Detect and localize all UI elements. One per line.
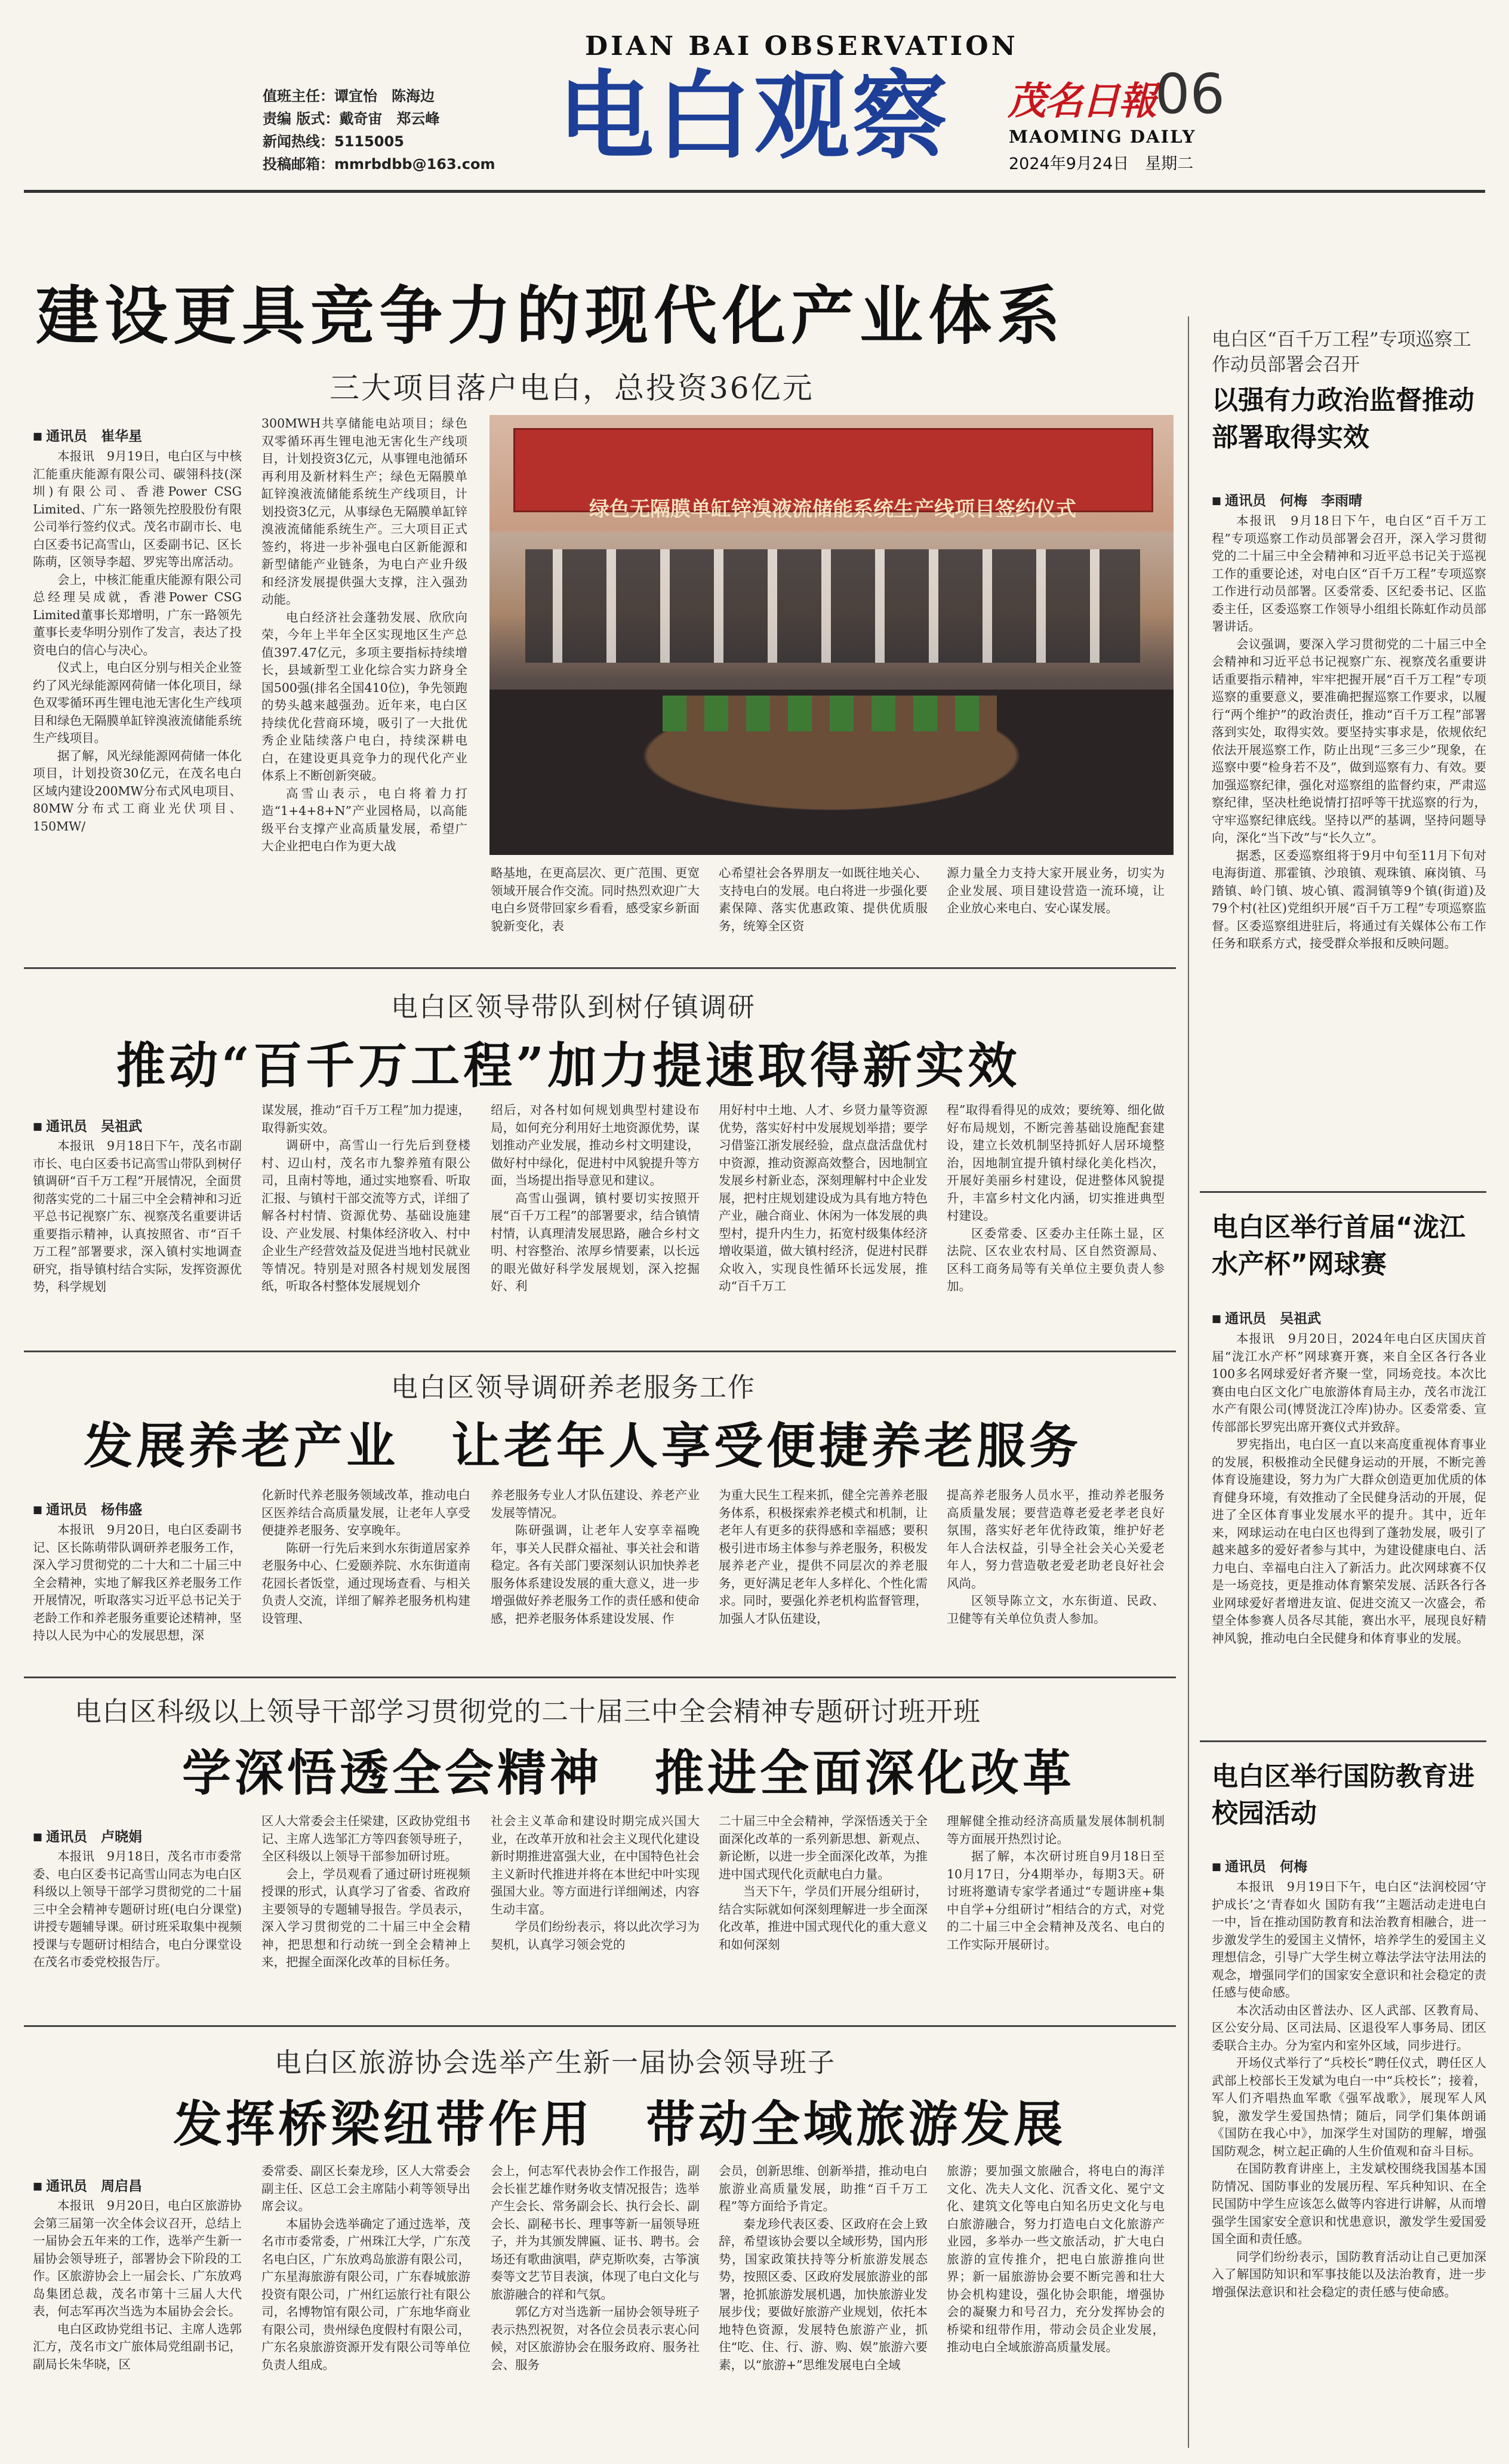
story2-col-3 — [491, 1102, 700, 1340]
story5-kicker: 电白区旅游协会选举产生新一届协会领导班子 — [275, 2047, 836, 2078]
paragraph: 略基地，在更高层次、更广范围、更宽领域开展合作交流。同时热烈欢迎广大电白乡贤带回家乡看看，感受家乡新面貌新变化，表 — [491, 866, 700, 933]
section-divider — [24, 1351, 1176, 1352]
story4-kicker: 电白区科级以上领导干部学习贯彻党的二十届三中全会精神专题研讨班开班 — [75, 1696, 981, 1727]
banner-text: 绿色无隔膜单缸锌溴液流储能系统生产线项目签约仪式 — [589, 497, 1076, 521]
side2-byline: ■ 通讯员 吴祖武 — [1212, 1308, 1321, 1327]
paragraph: 本届协会选举确定了通过选举，茂名市市委常委，广州珠江大学，广东茂名电白区，广东放鸡岛旅游有限公司，广东星海旅游有限公司，广东春城旅游投资有限公司，广州红运旅行社有限公司，名博物馆有限公司，广东地华商业有限公司，贵州绿色度假村有限公司，广东名泉旅游资源开发有限公司等单位负责人组成。 — [261, 2216, 470, 2372]
story4-col-5 — [947, 1813, 1165, 1998]
story4-headline: 学深悟透全会精神 推进全面深化改革 — [182, 1745, 1076, 1802]
story3-headline: 发展养老产业 让老年人享受便捷养老服务 — [84, 1417, 1082, 1475]
paragraph: 会上，中核汇能重庆能源有限公司总经理吴成就，香港Power CSG Limited董事长郑增明，广东一路领先董事长麦华明分别作了发言，表达了投资电白的信心与决心。 — [33, 572, 242, 657]
paragraph: 在国防教育讲座上，主发斌校围绕我国基本国防情况、国防事业的发展历程、军兵种知识、在全民国防中学生应该怎么做等内容进行讲解，从而增强学生国家安全意识和忧患意识，激发学生爱国爱国全面和责任感。 — [1212, 2161, 1486, 2246]
story4-col-2 — [261, 1813, 470, 1998]
paragraph: 本报讯 9月18日下午，茂名市副市长、电白区委书记高雪山带队到树仔镇调研“百千万工程”开展情况，全面贯彻落实党的二十届三中全会精神和习近平总书记视察广东、视察茂名重要讲话重要指示精神，认真按照省、市“百千万工程”部署要求，深入镇村实地调查研究，指导镇村结合实际，发挥资源优势，科学规划 — [33, 1139, 242, 1294]
side3-body — [1212, 1878, 1486, 2448]
paragraph: 本报讯 9月19日下午，电白区“法润校园‘守护成长’之‘青春如火 国防有我’”主题活动走进电白一中，旨在推动国防教育和法治教育相融合，进一步激发学生的爱国主义情怀，培养学生的爱国主义理想信念，引导广大学生树立尊法学法守法用法的观念，增强同学们的国家安全意识和社会稳定的责任感与使命感。 — [1212, 1879, 1486, 1999]
sidebar-divider — [1188, 316, 1189, 2448]
paragraph: 区委常委、区委办主任陈土显，区法院、区农业农村局、区自然资源局、区科工商务局等有关单位主要负责人参加。 — [947, 1226, 1165, 1293]
story4-col-1 — [33, 1848, 242, 1997]
paragraph: 会员，创新思维、创新举措，推动电白旅游业高质量发展，助推“百千万工程”等方面给予肯定。 — [719, 2164, 928, 2213]
paragraph: 委常委、副区长秦龙珍，区人大常委会副主任、区总工会主席陆小莉等领导出席会议。 — [261, 2164, 470, 2213]
paragraph: 开场仪式举行了“兵校长”聘任仪式，聘任区人武部上校部长王发斌为电白一中“兵校长”；接着，军人们齐唱热血军歌《强军战歌》，展现军人风貌，激发学生爱国热情；随后，同学们集体朗诵《国防在我心中》，加深学生对国防的理解，增强国防观念，树立起正确的人生价值观和奋斗目标。 — [1212, 2056, 1486, 2158]
lead-col-2 — [261, 415, 467, 1075]
paragraph: 养老服务专业人才队伍建设、养老产业发展等情况。 — [491, 1488, 700, 1520]
story2-byline: ■ 通讯员 吴祖武 — [33, 1115, 142, 1135]
paragraph: 高雪山表示，电白将着力打造“1+4+8+N”产业园格局，以高能级平台支撑产业高质量发展，希望广大企业把电白作为更大战 — [261, 786, 467, 853]
section-english-title: DIAN BAI OBSERVATION — [585, 31, 1018, 61]
credit-line: 新闻热线：5115005 — [263, 133, 404, 150]
sidebar-section-rule — [1200, 1191, 1486, 1193]
paragraph: 据了解，风光绿能源网荷储一体化项目，计划投资30亿元，在茂名电白区域内建设200MW分布式风电项目、80MW分布式工商业光伏项目、150MW/ — [33, 748, 242, 833]
paragraph: 社会主义革命和建设时期完成兴国大业，在改革开放和社会主义现代化建设新时期推进富强大业，在中国特色社会主义新时代推进并将在本世纪中叶实现强国大业。等方面进行详细阐述，内容生动丰富。 — [491, 1814, 700, 1917]
paragraph: 心希望社会各界朋友一如既往地关心、支持电白的发展。电白将进一步强化要素保障、落实优惠政策、提供优质服务，统筹全区资 — [719, 866, 928, 933]
masthead-credits — [263, 85, 525, 176]
credit-line: 投稿邮箱：mmrbdbb@163.com — [263, 156, 495, 173]
page-number: 06 — [1155, 62, 1225, 126]
paragraph: 据悉，区委巡察组将于9月中旬至11月下旬对电海街道、那霍镇、沙琅镇、观珠镇、麻岗镇、马踏镇、岭门镇、坡心镇、霞洞镇等9个镇(街道)及79个村(社区)党组织开展“百千万工程”专项巡察监督。区委巡察组进驻后，将通过有关媒体公布工作任务和联系方式，接受群众举报和反映问题。 — [1212, 848, 1486, 950]
story3-kicker: 电白区领导调研养老服务工作 — [391, 1371, 756, 1403]
paper-english-name: MAOMING DAILY — [1009, 127, 1196, 147]
paragraph: 旅游；要加强文旅融合，将电白的海洋文化、冼夫人文化、沉香文化、冕宁文化、建筑文化等电白知名历史文化与电白旅游融合，努力打造电白文化旅游产业园，多举办一些文旅活动，扩大电白旅游的宣传推介，把电白旅游推向世界；新一届旅游协会要不断完善和壮大协会机构建设，强化协会职能，增强协会的凝聚力和号召力，充分发挥协会的桥梁和纽带作用，带动会员企业发展，推动电白全域旅游高质量发展。 — [947, 2164, 1165, 2354]
paragraph: 提高养老服务人员水平，推动养老服务高质量发展；要营造尊老爱老孝老良好氛围，落实好老年优待政策，维护好老年人合法权益，引导全社会关心关爱老年人，努力营造敬老爱老助老良好社会风尚。 — [947, 1488, 1165, 1591]
story5-col-4 — [719, 2162, 928, 2448]
side1-kicker: 电白区“百千万工程”专项巡察工作动员部署会召开 — [1212, 329, 1471, 376]
story3-byline: ■ 通讯员 杨伟盛 — [33, 1499, 142, 1518]
story4-byline: ■ 通讯员 卢晓娟 — [33, 1826, 142, 1845]
story4-col-4 — [719, 1813, 928, 1998]
section-divider — [24, 2025, 1176, 2027]
paragraph: 据了解，本次研讨班自9月18日至10月17日，分4期举办，每期3天。研讨班将邀请专家学者通过“专题讲座+集中自学+分组研讨”相结合的方式，对党的二十届三中全会精神及茂名、电白的工作实际开展研讨。 — [947, 1849, 1165, 1952]
signing-ceremony-photo — [489, 415, 1174, 855]
masthead-rule — [24, 190, 1485, 193]
paragraph: 区领导陈立文，水东街道、民政、卫健等有关单位负责人参加。 — [947, 1594, 1165, 1626]
story3-col-4 — [719, 1487, 928, 1671]
paragraph: 电白区政协党组书记、主席人选郭汇方，茂名市文广旅体局党组副书记，副局长朱华晓，区 — [33, 2321, 242, 2371]
side1-headline: 以强有力政治监督推动部署取得实效 — [1212, 385, 1474, 453]
credit-line: 责编 版式：戴奇宙 郑云峰 — [263, 110, 440, 127]
section-title: 电白观察 — [558, 60, 950, 172]
sidebar-section-rule — [1200, 1740, 1486, 1742]
paragraph: 电白经济社会蓬勃发展、欣欣向荣，今年上半年全区实现地区生产总值397.47亿元，多项主要指标持续增长，县域新型工业化综合实力跻身全国500强(排名全国410位)，争先领跑的势头越来越强劲。近年来，电白区持续优化营商环境，吸引了一大批优秀企业陆续落户电白，持续深耕电白，在建设更具竞争力的现代化产业体系上不断创新突破。 — [261, 610, 467, 783]
people-group — [525, 549, 1140, 663]
paragraph: 陈研强调，让老年人安享幸福晚年，事关人民群众福祉、事关社会和谐稳定。各有关部门要深刻认识加快养老服务体系建设发展的重大意义，进一步增强做好养老服务工作的责任感和使命感，把养老服务体系建设发展、作 — [491, 1523, 700, 1626]
story2-col-2 — [261, 1102, 470, 1340]
paragraph: 本次活动由区普法办、区人武部、区教育局、区公安分局、区司法局、区退役军人事务局、团区委联合主办。分为室内和室外区域，同步进行。 — [1212, 2002, 1486, 2053]
story2-col-1 — [33, 1137, 242, 1340]
story5-col-3 — [491, 2162, 700, 2448]
paragraph: 本报讯 9月19日，电白区与中核汇能重庆能源有限公司、碳翎科技(深圳)有限公司、香港Power CSG Limited、广东一路领先控股股份有限公司举行签约仪式。茂名市副市长、电白区委书记高雪山，区委副书记、区长陈萌，区领导李超、罗宪等出席活动。 — [33, 449, 242, 569]
paragraph: 本报讯 9月18日下午，电白区“百千万工程”专项巡察工作动员部署会召开，深入学习贯彻党的二十届三中全会精神和习近平总书记关于巡视工作的重要论述，对电白区“百千万工程”专项巡察工作进行动员部署。区委常委、区纪委书记、区监委主任，区委巡察工作领导小组组长陈虹作动员部署讲话。 — [1212, 513, 1486, 633]
paragraph: 郭亿方对当选新一届协会领导班子表示热烈祝贺，对各位会员表示衷心问候，对区旅游协会在服务政府、服务社会、服务 — [491, 2305, 700, 2372]
paragraph: 调研中，高雪山一行先后到登楼村、辺山村，茂名市九黎养殖有限公司，且南村等地，通过实地察看、听取汇报、与镇村干部交流等方式，详细了解各村村情、资源优势、基础设施建设、产业发展、村集体经济收入、村中企业生产经营效益及促进当地村民就业等情况。特别是对照各村规划发展图纸，听取各村整体发展规划介 — [261, 1138, 470, 1293]
paragraph: 同学们纷纷表示，国防教育活动让自己更加深入了解国防知识和军事技能以及法治教育，进一步增强保法意识和社会稳定的责任感与使命感。 — [1212, 2249, 1486, 2299]
paragraph: 源力量全力支持大家开展业务，切实为企业发展、项目建设营造一流环境，让企业放心来电白、安心谋发展。 — [947, 866, 1165, 915]
story2-headline: 推动“百千万工程”加力提速取得新实效 — [116, 1037, 1021, 1094]
paper-logo: 茂名日報 — [1008, 79, 1156, 124]
lead-byline: ■ 通讯员 崔华星 — [33, 425, 142, 445]
paragraph: 二十届三中全会精神，学深悟透关于全面深化改革的一系列新思想、新观点、新论断，以进一步全面深化改革，为推进中国式现代化贡献电白力量。 — [719, 1814, 928, 1881]
paragraph: 会上，学员观看了通过研讨班视频授课的形式，认真学习了省委、省政府主要领导的专题辅导报告。学员表示，深入学习贯彻党的二十届三中全会精神，把思想和行动统一到全会精神上来，把握全面深化改革的目标任务。 — [261, 1866, 470, 1969]
section-divider — [24, 967, 1176, 969]
story5-col-5 — [947, 2162, 1165, 2448]
paragraph: 当天下午，学员们开展分组研讨，结合实际就如何深刻理解进一步全面深化改革，推进中国式现代化的重大意义和如何深刻 — [719, 1884, 928, 1952]
lead-headline: 建设更具竞争力的现代化产业体系 — [36, 278, 1065, 353]
paragraph: 秦龙珍代表区委、区政府在会上致辞，希望该协会要以全域形势，国内形势，国家政策扶持等分析旅游发展态势，按照区委、区政府发展旅游业的部署，抢抓旅游发展机遇，加快旅游业发展步伐；要做好旅游产业规划，依托本地特色资源，发展特色旅游产业，抓住“吃、住、行、游、购、娱”旅游六要素，以“旅游+”思维发展电白全域 — [719, 2216, 928, 2372]
story3-col-2 — [261, 1487, 470, 1671]
green-plants — [663, 696, 997, 731]
story2-kicker: 电白区领导带队到树仔镇调研 — [391, 991, 756, 1023]
side1-byline: ■ 通讯员 何梅 李雨晴 — [1212, 490, 1362, 509]
story5-byline: ■ 通讯员 周启昌 — [33, 2175, 142, 2195]
paragraph: 化新时代养老服务领域改革，推动电白区医养结合高质量发展，让老年人享受便捷养老服务、安享晚年。 — [261, 1488, 470, 1537]
story5-col-2 — [261, 2162, 470, 2448]
paragraph: 绍后，对各村如何规划典型村建设布局，如何充分利用好土地资源优势，谋划推动产业发展，推动乡村文明建设，做好村中绿化，促进村中风貌提升等方面，当场提出指导意见和建议。 — [491, 1103, 700, 1188]
issue-date: 2024年9月24日 星期二 — [1009, 155, 1194, 173]
paragraph: 仪式上，电白区分别与相关企业签约了风光绿能源网荷储一体化项目，绿色双零循环再生锂电池无害化生产线项目和绿色无隔膜单缸锌溴液流储能系统生产线项目。 — [33, 660, 242, 745]
story3-col-1 — [33, 1521, 242, 1671]
story5-headline: 发挥桥梁纽带作用 带动全域旅游发展 — [173, 2096, 1067, 2153]
credit-line: 值班主任：谭宜怡 陈海边 — [263, 88, 435, 104]
lead-subhead: 三大项目落户电白，总投资36亿元 — [329, 371, 814, 405]
side2-headline: 电白区举行首届“泷江水产杯”网球赛 — [1212, 1212, 1465, 1279]
section-divider — [24, 1676, 1176, 1678]
paragraph: 理解健全推动经济高质量发展体制机制等方面展开热烈讨论。 — [947, 1814, 1165, 1846]
story2-col-5 — [947, 1102, 1165, 1340]
paragraph: 高雪山强调，镇村要切实按照开展“百千万工程”的部署要求，结合镇情村情，认真理清发展思路，融合乡村文明、村容整治、浓厚乡情要素，以长远的眼光做好科学发展规划，深入挖掘好、利 — [491, 1191, 700, 1293]
story2-col-4 — [719, 1102, 928, 1340]
paragraph: 学员们纷纷表示，将以此次学习为契机，认真学习领会党的 — [491, 1919, 700, 1952]
paragraph: 会议强调，要深入学习贯彻党的二十届三中全会精神和习近平总书记视察广东、视察茂名重要讲话重要指示精神，牢牢把握开展“百千万工程”专项巡察的重要意义，要准确把握巡察工作要求，以履行“两个维护”的政治责任，推动“百千万工程”部署落到实处，取得实效。要坚持实事求是，依规依纪依法开展巡察工作，防止出现“三多三少”现象，在巡察中要“检身若不及”，做到巡察有力、有效。要加强巡察纪律，强化对巡察组的监督约束，严肃巡察纪律，坚决杜绝说情打招呼等干扰巡察的行为，守牢巡察纪律底线。坚持以严的基调，坚持问题导向，深化“当下改”与“长久立”。 — [1212, 636, 1486, 845]
lead-col-1 — [33, 448, 242, 1075]
paragraph: 谋发展，推动“百千万工程”加力提速，取得新实效。 — [261, 1103, 470, 1135]
story3-col-5 — [947, 1487, 1165, 1671]
paragraph: 本报讯 9月20日，电白区旅游协会第三届第一次全体会议召开，总结上一届协会五年来的工作，选举产生新一届协会领导班子，部署协会下阶段的工作。区旅游协会上一届会长、广东放鸡岛集团总裁，茂名市第十三届人大代表，何志军再次当选为本届协会会长。 — [33, 2198, 242, 2318]
paragraph: 程”取得看得见的成效；要统筹、细化做好布局规划，不断完善基础设施配套建设，建立长效机制坚持抓好人居环境整治，因地制宜提升镇村绿化美化档次，开展好美丽乡村建设，促进整体风貌提升，丰富乡村文化内涵，切实推进典型村建设。 — [947, 1103, 1165, 1223]
paragraph: 本报讯 9月18日，茂名市市委常委、电白区委书记高雪山同志为电白区科级以上领导干部学习贯彻党的二十届三中全会精神专题研讨班(电白分课堂)讲授专题辅导课。研讨班采取集中视频授课与专题研讨相结合，电白分课堂设在茂名市委党校报告厅。 — [33, 1849, 242, 1969]
side1-body — [1212, 512, 1486, 1157]
paragraph: 本报讯 9月20日，电白区委副书记、区长陈萌带队调研养老服务工作，深入学习贯彻党的二十大和二十届三中全会精神，实地了解我区养老服务工作开展情况，听取落实习近平总书记关于老龄工作和养老服务重要论述精神，坚持以人民为中心的发展思想，深 — [33, 1522, 242, 1642]
paragraph: 陈研一行先后来到水东街道居家养老服务中心、仁爱颐养院、水东街道南花园长者饭堂，通过现场查看、与相关负责人交流，详细了解养老服务机构建设管理、 — [261, 1540, 470, 1626]
paragraph: 用好村中土地、人才、乡贤力量等资源优势，落实好村中发展规划举措；要学习借鉴江浙发展经验，盘点盘活盘优村中资源，推动资源高效整合，因地制宜发展乡村新业态，深刻理解村中企业发展，把村庄规划建设成为具有地方特色产业，融合商业、休闲为一体发展的典型村，提升内生力，拓宽村级集体经济增收渠道，做大镇村经济，促进村民群众收入，实现良性循环长远发展，推动“百千万工 — [719, 1103, 928, 1293]
story4-col-3 — [491, 1813, 700, 1998]
paragraph: 罗宪指出，电白区一直以来高度重视体育事业的发展，积极推动全民健身运动的开展，不断完善体育设施建设，努力为广大群众创造更加优质的体育健身环境，有效推动了全民健身活动的开展，促进了全区体育事业发展水平的提升。其中，近年来，网球运动在电白区也得到了蓬勃发展，吸引了越来越多的爱好者参与其中，为建设健康电白、活力电白、幸福电白注入了新活力。此次网球赛不仅是一场竞技，更是推动体育繁荣发展、活跃各行各业网球爱好者增进友谊、促进交流又一次盛会，希望全体参赛人员各尽其能，赛出水平，展现良好精神风貌，推动电白全民健身和体育事业的发展。 — [1212, 1437, 1486, 1645]
paragraph: 本报讯 9月20日，2024年电白区庆国庆首届“泷江水产杯”网球赛开赛，来自全区各行各业100多名网球爱好者齐聚一堂，同场竞技。本次比赛由电白区文化广电旅游体育局主办，茂名市泷江水产有限公司(博贤泷江冷库)协办。区委常委、宣传部部长罗宪出席开赛仪式并致辞。 — [1212, 1331, 1486, 1434]
side3-headline: 电白区举行国防教育进校园活动 — [1212, 1761, 1474, 1829]
side3-byline: ■ 通讯员 何梅 — [1212, 1856, 1307, 1875]
paragraph: 300MWH共享储能电站项目；绿色双零循环再生锂电池无害化生产线项目，计划投资3亿元，从事锂电池循环再利用及新材料生产；绿色无隔膜单缸锌溴液流储能系统生产线项目，计划投资3亿元，从事绿色无隔膜单缸锌溴液流储能系统生产。三大项目正式签约，将进一步补强电白区新能源和新型储能产业链条，为电白产业升级和经济发展提供强大支撑，注入强劲动能。 — [261, 416, 467, 607]
story3-col-3 — [491, 1487, 700, 1671]
paragraph: 区人大常委会主任梁建，区政协党组书记、主席人选邹汇方等四套领导班子，全区科级以上领导干部参加研讨班。 — [261, 1814, 470, 1863]
paragraph: 为重大民生工程来抓，健全完善养老服务体系，积极探索养老模式和机制，让老年人有更多的获得感和幸福感；要积极引进市场主体参与养老服务，积极发展养老产业，提供不同层次的养老服务，更好满足老年人多样化、个性化需求。同时，要强化养老机构监督管理，加强人才队伍建设， — [719, 1488, 928, 1626]
paragraph: 会上，何志军代表协会作工作报告，副会长崔艺雄作财务收支情况报告；选举产生会长、常务副会长、执行会长、副会长、副秘书长、理事等新一届领导班子，并为其颁发牌匾、证书、聘书。会场还有歌曲演唱，萨克斯吹奏，古筝演奏等文艺节目表演，体现了电白文化与旅游融合的祥和气氛。 — [491, 2164, 700, 2302]
story5-col-1 — [33, 2197, 242, 2448]
